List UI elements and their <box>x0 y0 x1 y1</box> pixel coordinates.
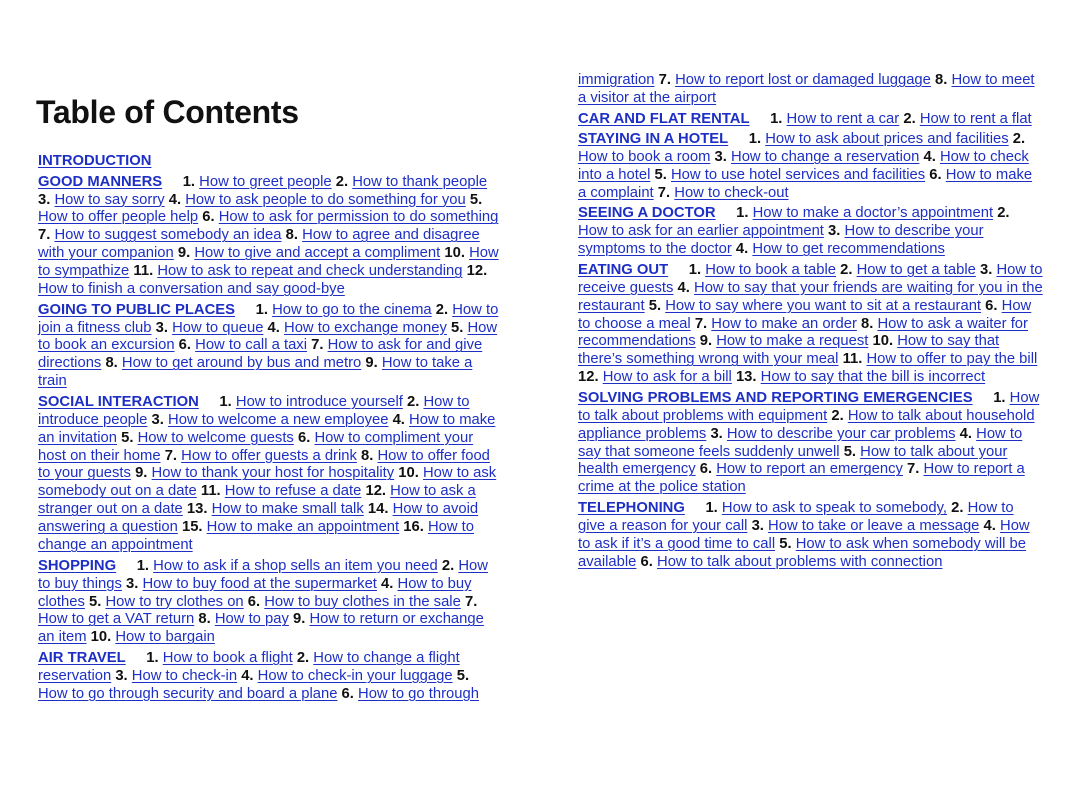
toc-item-link[interactable]: How to report a crime at the police station <box>578 461 1025 496</box>
item-number: 7. <box>164 447 178 464</box>
section-heading-link[interactable]: INTRODUCTION <box>38 153 152 169</box>
toc-item-link[interactable]: How to ask a waiter for recommendations <box>578 315 1028 350</box>
toc-item-link[interactable]: How to change a flight reservation <box>38 649 460 684</box>
toc-item-link[interactable]: How to return or exchange an item <box>38 611 484 646</box>
item-number: 5. <box>843 443 857 460</box>
item-number: 3. <box>38 191 51 208</box>
toc-item-link[interactable]: How to book a table <box>705 261 836 278</box>
toc-item-link[interactable]: How to get a VAT return <box>38 611 195 628</box>
item-number: 6. <box>640 553 653 570</box>
item-number: 7. <box>907 461 920 478</box>
item-number: 3. <box>979 261 993 278</box>
item-number: 4. <box>392 411 405 428</box>
toc-item-link[interactable]: How to queue <box>172 319 264 336</box>
toc-item-link[interactable]: How to get recommendations <box>752 241 945 258</box>
toc-item-link[interactable]: How to talk about problems with connection <box>657 553 943 570</box>
toc-item-link[interactable]: How to bargain <box>115 629 215 646</box>
toc-item-link[interactable]: How to ask about prices and facilities <box>765 131 1009 148</box>
toc-item-link[interactable]: How to agree and disagree with your companion <box>38 227 480 262</box>
toc-item-link[interactable]: How to avoid answering a question <box>38 501 479 536</box>
item-number: 2. <box>903 110 916 127</box>
item-number: 5. <box>89 593 102 610</box>
item-number: 13. <box>735 369 757 386</box>
toc-item-link[interactable]: How to ask a stranger out on a date <box>38 483 476 518</box>
item-number: 6. <box>985 297 998 314</box>
toc-item-link[interactable]: How to finish a conversation and say good-bye <box>38 281 345 298</box>
item-number: 1. <box>736 205 749 222</box>
item-number: 5. <box>654 166 667 183</box>
section-heading-link[interactable]: GOING TO PUBLIC PLACES <box>38 301 236 318</box>
section-heading-link[interactable]: CAR AND FLAT RENTAL <box>578 110 750 127</box>
toc-item-link[interactable]: How to make a doctor’s appointment <box>752 205 994 222</box>
toc-item-link[interactable]: immigration <box>578 72 655 88</box>
item-number: 16. <box>403 519 424 536</box>
item-number: 3. <box>714 149 727 165</box>
toc-item-link[interactable]: How to take a train <box>38 355 473 390</box>
item-number: 2. <box>441 557 455 574</box>
toc-item-link[interactable]: How to talk about your health emergency <box>578 443 1008 478</box>
item-number: 5. <box>451 319 464 336</box>
item-number: 12. <box>466 263 488 280</box>
section-heading-link[interactable]: GOOD MANNERS <box>38 173 163 190</box>
item-number: 12. <box>578 369 599 386</box>
item-number: 4. <box>168 191 182 208</box>
item-number: 1. <box>688 261 702 278</box>
item-number: 5. <box>648 297 662 314</box>
toc-item-link[interactable]: How to check-out <box>674 184 789 201</box>
toc-section-staying-in-a-hotel <box>578 131 1043 203</box>
toc-item-link[interactable]: How to thank people <box>352 173 488 190</box>
section-heading-link[interactable]: SHOPPING <box>38 557 117 574</box>
item-number: 11. <box>133 263 154 280</box>
item-number: 3. <box>115 667 128 684</box>
toc-item-link[interactable]: How to meet a visitor at the airport <box>578 72 1035 106</box>
item-number: 3. <box>155 319 168 336</box>
item-number: 7. <box>311 337 324 354</box>
toc-item-link[interactable]: How to make a request <box>716 333 869 350</box>
item-number: 9. <box>699 333 713 350</box>
toc-item-link[interactable]: How to check into a hotel <box>578 149 1029 183</box>
item-number: 8. <box>861 315 874 332</box>
toc-item-link[interactable]: How to sympathize <box>38 245 499 280</box>
item-number: 2. <box>296 649 310 666</box>
toc-item-link[interactable]: How to rent a flat <box>919 110 1032 127</box>
item-number: 7. <box>464 593 478 610</box>
section-heading-link[interactable]: TELEPHONING <box>578 499 685 516</box>
item-number: 10. <box>398 465 419 482</box>
toc-section-introduction <box>38 153 500 171</box>
toc-section-shopping <box>38 558 500 648</box>
toc-section-eating-out <box>578 262 1043 387</box>
item-number: 2. <box>831 407 844 424</box>
item-number: 2. <box>406 393 420 410</box>
toc-item-link[interactable]: How to ask if a shop sells an item you need <box>153 557 438 574</box>
item-number: 1. <box>136 557 150 574</box>
item-number: 2. <box>840 261 853 278</box>
item-number: 6. <box>929 166 942 183</box>
toc-item-link[interactable]: How to buy clothes <box>38 575 472 610</box>
toc-item-link[interactable]: How to refuse a date <box>224 483 362 500</box>
toc-section-telephoning <box>578 500 1043 572</box>
item-number: 14. <box>367 501 389 518</box>
toc-item-link[interactable]: How to ask somebody out on a date <box>38 465 497 500</box>
toc-item-link[interactable]: How to ask to speak to somebody, <box>721 499 947 516</box>
item-number: 5. <box>469 191 483 208</box>
toc-item-link[interactable]: How to go through <box>358 685 479 702</box>
toc-section-going-to-public-places <box>38 302 500 392</box>
item-number: 1. <box>255 301 268 318</box>
item-number: 1. <box>705 499 718 516</box>
item-number: 9. <box>135 465 148 482</box>
toc-item-link[interactable]: How to change an appointment <box>38 519 475 554</box>
item-number: 7. <box>38 227 51 244</box>
item-number: 9. <box>293 611 306 628</box>
item-number: 1. <box>182 173 196 190</box>
item-number: 8. <box>361 447 374 464</box>
item-number: 6. <box>699 461 713 478</box>
section-heading-link[interactable]: EATING OUT <box>578 261 669 278</box>
toc-item-link[interactable]: How to try clothes on <box>105 593 244 610</box>
toc-item-link[interactable]: How to ask when somebody will be available <box>578 535 1027 570</box>
toc-item-link[interactable]: How to pay <box>214 611 289 628</box>
item-number: 7. <box>657 184 671 201</box>
toc-item-link[interactable]: How to describe your car problems <box>726 425 956 442</box>
item-number: 6. <box>178 337 192 354</box>
toc-item-link[interactable]: How to check-in your luggage <box>257 667 453 684</box>
item-number: 7. <box>658 72 671 88</box>
item-number: 2. <box>1012 131 1026 148</box>
item-number: 4. <box>959 425 973 442</box>
item-number: 2. <box>997 205 1010 222</box>
item-number: 2. <box>951 499 964 516</box>
toc-item-link[interactable]: How to introduce people <box>38 393 470 428</box>
item-number: 3. <box>828 223 841 240</box>
item-number: 4. <box>241 667 254 684</box>
toc-item-link[interactable]: How to greet people <box>199 173 332 190</box>
item-number: 4. <box>983 517 996 534</box>
item-number: 1. <box>146 649 159 666</box>
toc-item-link[interactable]: How to say that there’s something wrong with your meal <box>578 333 1000 368</box>
item-number: 1. <box>219 393 232 410</box>
toc-item-link[interactable]: How to ask for and give directions <box>38 337 483 372</box>
item-number: 6. <box>341 685 354 702</box>
toc-item-link[interactable]: How to offer to pay the bill <box>866 351 1038 368</box>
toc-right-column <box>578 72 1043 574</box>
toc-item-link[interactable]: How to say that your friends are waiting for you in the restaurant <box>578 279 1043 314</box>
section-heading-link[interactable]: SEEING A DOCTOR <box>578 205 716 222</box>
item-number: 3. <box>126 575 139 592</box>
toc-item-link[interactable]: How to compliment your host on their home <box>38 429 474 464</box>
item-number: 8. <box>285 227 298 244</box>
toc-item-link[interactable]: How to say that someone feels suddenly unwell <box>578 425 1023 460</box>
item-number: 5. <box>456 667 470 684</box>
item-number: 4. <box>735 241 749 258</box>
toc-item-link[interactable]: How to say that the bill is incorrect <box>760 369 986 386</box>
toc-section-continued <box>578 72 1043 108</box>
item-number: 11. <box>200 483 221 500</box>
toc-item-link[interactable]: How to join a fitness club <box>38 301 499 336</box>
toc-item-link[interactable]: How to offer guests a drink <box>181 447 357 464</box>
section-heading-link[interactable]: SOLVING PROBLEMS AND REPORTING EMERGENCIES <box>578 389 973 406</box>
item-number: 2. <box>435 301 449 318</box>
toc-item-link[interactable]: How to make an order <box>711 315 857 332</box>
toc-item-link[interactable]: How to thank your host for hospitality <box>151 465 395 482</box>
item-number: 6. <box>297 429 311 446</box>
toc-item-link[interactable]: How to make small talk <box>211 501 364 518</box>
toc-item-link[interactable]: How to go through security and board a plane <box>38 685 338 702</box>
toc-item-link[interactable]: How to make an invitation <box>38 411 496 446</box>
item-number: 9. <box>177 245 191 262</box>
item-number: 4. <box>267 319 280 336</box>
toc-item-link[interactable]: How to get around by bus and metro <box>121 355 362 372</box>
item-number: 6. <box>202 209 215 226</box>
item-number: 1. <box>993 389 1006 406</box>
item-number: 5. <box>779 535 792 552</box>
toc-item-link[interactable]: How to receive guests <box>578 261 1043 296</box>
item-number: 1. <box>748 131 762 148</box>
item-number: 3. <box>710 425 723 442</box>
toc-item-link[interactable]: How to buy clothes in the sale <box>264 593 461 610</box>
section-heading-link[interactable]: AIR TRAVEL <box>38 649 126 666</box>
toc-item-link[interactable]: How to report an emergency <box>716 461 903 478</box>
toc-item-link[interactable]: How to call a taxi <box>195 337 307 354</box>
toc-left-column <box>38 153 500 706</box>
toc-section-solving-problems-and-reporting-emergencies <box>578 390 1043 497</box>
toc-item-link[interactable]: How to make a complaint <box>578 166 1033 201</box>
toc-item-link[interactable]: How to ask to repeat and check understanding <box>157 263 463 280</box>
toc-item-link[interactable]: How to welcome guests <box>137 429 294 446</box>
toc-item-link[interactable]: How to take or leave a message <box>768 517 980 534</box>
toc-item-link[interactable]: How to book a flight <box>162 649 293 666</box>
item-number: 5. <box>121 429 134 446</box>
toc-item-link[interactable]: How to introduce yourself <box>235 393 403 410</box>
item-number: 10. <box>90 629 112 646</box>
toc-item-link[interactable]: How to offer food to your guests <box>38 447 490 482</box>
toc-item-link[interactable]: How to talk about problems with equipment <box>578 389 1040 424</box>
item-number: 12. <box>365 483 387 500</box>
item-number: 8. <box>935 72 948 88</box>
toc-item-link[interactable]: How to go to the cinema <box>272 301 432 318</box>
toc-item-link[interactable]: How to give a reason for your call <box>578 499 1014 534</box>
toc-item-link[interactable]: How to change a reservation <box>731 149 920 165</box>
item-number: 8. <box>198 611 211 628</box>
item-number: 10. <box>444 245 465 262</box>
item-number: 13. <box>186 501 208 518</box>
toc-section-air-travel <box>38 650 500 704</box>
toc-section-good-manners <box>38 174 500 299</box>
toc-item-link[interactable]: How to ask if it’s a good time to call <box>578 517 1030 552</box>
toc-item-link[interactable]: How to ask people to do something for you <box>185 191 466 208</box>
item-number: 1. <box>770 110 783 127</box>
toc-item-link[interactable]: How to book a room <box>578 149 711 165</box>
item-number: 7. <box>694 315 708 332</box>
item-number: 4. <box>923 149 936 165</box>
toc-item-link[interactable]: How to offer people help <box>38 209 199 226</box>
section-heading-link[interactable]: STAYING IN A HOTEL <box>578 131 729 148</box>
item-number: 10. <box>872 333 894 350</box>
toc-section-car-and-flat-rental <box>578 111 1043 129</box>
toc-item-link[interactable]: How to choose a meal <box>578 297 1032 332</box>
item-number: 3. <box>151 411 164 428</box>
item-number: 8. <box>105 355 118 372</box>
toc-item-link[interactable]: How to make an appointment <box>206 519 400 536</box>
toc-item-link[interactable]: How to give and accept a compliment <box>194 245 441 262</box>
toc-item-link[interactable]: How to get a table <box>856 261 976 278</box>
toc-item-link[interactable]: How to suggest somebody an idea <box>54 227 282 244</box>
toc-item-link[interactable]: How to describe your symptoms to the doctor <box>578 223 984 258</box>
toc-item-link[interactable]: How to buy food at the supermarket <box>142 575 377 592</box>
toc-item-link[interactable]: How to rent a car <box>786 110 900 127</box>
item-number: 4. <box>381 575 394 592</box>
toc-section-social-interaction <box>38 394 500 555</box>
item-number: 9. <box>365 355 378 372</box>
item-number: 15. <box>181 519 203 536</box>
toc-item-link[interactable]: How to say where you want to sit at a restaurant <box>665 297 982 314</box>
toc-item-link[interactable]: How to ask for an earlier appointment <box>578 223 824 240</box>
toc-item-link[interactable]: How to exchange money <box>284 319 447 336</box>
toc-item-link[interactable]: How to ask for a bill <box>602 369 732 386</box>
item-number: 3. <box>751 517 764 534</box>
item-number: 6. <box>247 593 261 610</box>
toc-item-link[interactable]: How to say sorry <box>54 191 165 208</box>
toc-section-seeing-a-doctor <box>578 205 1043 259</box>
toc-item-link[interactable]: How to welcome a new employee <box>168 411 389 428</box>
toc-item-link[interactable]: How to check-in <box>131 667 238 684</box>
toc-item-link[interactable]: How to report lost or damaged luggage <box>675 72 931 88</box>
toc-item-link[interactable]: How to use hotel services and facilities <box>671 166 926 183</box>
page-title: Table of Contents <box>36 94 299 130</box>
item-number: 11. <box>842 351 863 368</box>
item-number: 4. <box>677 279 690 296</box>
toc-item-link[interactable]: How to book an excursion <box>38 319 498 354</box>
toc-item-link[interactable]: How to talk about household appliance problems <box>578 407 1035 442</box>
toc-item-link[interactable]: How to ask for permission to do something <box>218 209 499 226</box>
section-heading-link[interactable]: SOCIAL INTERACTION <box>38 393 199 410</box>
toc-item-link[interactable]: How to buy things <box>38 557 488 592</box>
item-number: 2. <box>335 173 349 190</box>
